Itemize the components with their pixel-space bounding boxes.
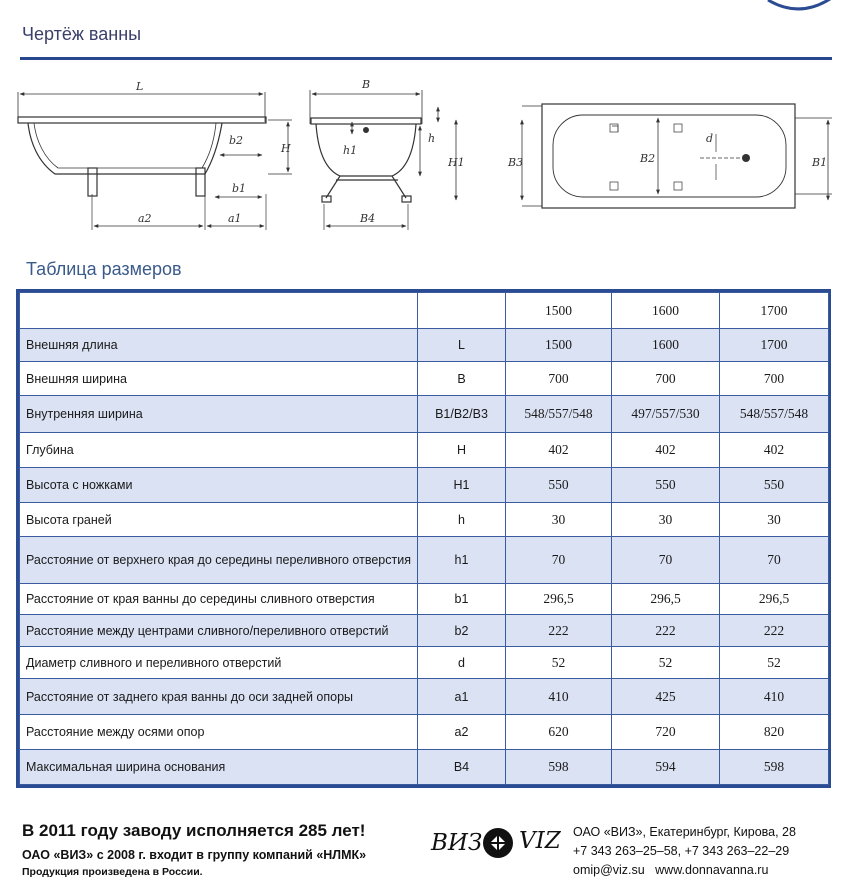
end-view (310, 90, 456, 230)
svg-text:B4: B4 (360, 212, 376, 225)
param-name: Расстояние между осями опор (26, 725, 205, 739)
param-name: Расстояние от заднего края ванны до оси задней опоры (26, 689, 354, 704)
param-name-cell (20, 433, 418, 468)
value-cell: 222 (612, 615, 720, 647)
svg-text:B1: B1 (812, 156, 828, 169)
value-cell: 550 (506, 468, 612, 503)
logo-arc (760, 0, 850, 18)
bathtub-drawings (0, 62, 854, 252)
param-symbol: B4 (418, 750, 506, 785)
param-name-cell (20, 715, 418, 750)
dimensions-table (16, 289, 831, 788)
table-row (20, 433, 829, 468)
param-name-cell (20, 615, 418, 647)
param-name-cell (20, 329, 418, 362)
value-cell: 410 (720, 679, 829, 715)
web-contacts: omip@viz.su www.donnavanna.ru (573, 863, 769, 877)
svg-text:d: d (706, 132, 714, 145)
value-cell: 1700 (720, 329, 829, 362)
param-symbol: b2 (418, 615, 506, 647)
made-in-russia: Продукция произведена в России. (22, 866, 203, 878)
value-cell: 720 (612, 715, 720, 750)
svg-text:b1: b1 (232, 182, 247, 195)
table-header-row (20, 293, 829, 329)
value-cell: 548/557/548 (720, 396, 829, 433)
value-cell: 700 (506, 362, 612, 396)
svg-text:L: L (136, 80, 144, 93)
param-name-cell (20, 468, 418, 503)
value-cell: 425 (612, 679, 720, 715)
param-name: Диаметр сливного и переливного отверстий (26, 655, 282, 670)
header-cell-empty (418, 293, 506, 329)
param-symbol: H1 (418, 468, 506, 503)
value-cell: 402 (506, 433, 612, 468)
param-name-cell (20, 647, 418, 679)
svg-text:H1: H1 (448, 156, 465, 169)
value-cell: 700 (720, 362, 829, 396)
value-cell: 497/557/530 (612, 396, 720, 433)
param-name: Глубина (26, 443, 74, 457)
param-symbol: L (418, 329, 506, 362)
param-symbol: h (418, 503, 506, 537)
param-name: Внутренняя ширина (26, 407, 143, 421)
svg-text:h1: h1 (343, 144, 358, 157)
param-name: Внешняя ширина (26, 371, 127, 386)
table-row (20, 715, 829, 750)
value-cell: 550 (720, 468, 829, 503)
address: ОАО «ВИЗ», Екатеринбург, Кирова, 28 (573, 825, 796, 839)
param-name: Расстояние между центрами сливного/переливного отверстий (26, 623, 389, 638)
svg-text:a2: a2 (138, 212, 152, 225)
value-cell: 52 (612, 647, 720, 679)
side-view (18, 92, 292, 230)
table-row (20, 503, 829, 537)
value-cell: 410 (506, 679, 612, 715)
param-name-cell (20, 750, 418, 785)
title-divider (20, 57, 832, 60)
group-info: ОАО «ВИЗ» с 2008 г. входит в группу компаний «НЛМК» (22, 848, 367, 862)
svg-text:B2: B2 (640, 152, 656, 165)
param-name-cell (20, 537, 418, 584)
value-cell: 70 (506, 537, 612, 584)
svg-text:B: B (362, 78, 371, 91)
param-symbol: H (418, 433, 506, 468)
param-symbol: a1 (418, 679, 506, 715)
page-title: Чертёж ванны (22, 24, 142, 44)
param-name: Высота с ножками (26, 478, 133, 492)
table-row (20, 584, 829, 615)
value-cell: 1500 (506, 329, 612, 362)
table-row (20, 679, 829, 715)
table-row (20, 468, 829, 503)
param-name: Расстояние от края ванны до середины сливного отверстия (26, 592, 375, 606)
value-cell: 70 (612, 537, 720, 584)
value-cell: 594 (612, 750, 720, 785)
param-symbol: B (418, 362, 506, 396)
brand-name-lat: VIZ (519, 828, 561, 854)
top-view (522, 104, 832, 208)
value-cell: 620 (506, 715, 612, 750)
value-cell: 402 (720, 433, 829, 468)
param-name: Высота граней (26, 512, 112, 527)
header-cell-size: 1700 (720, 293, 829, 329)
table-row (20, 362, 829, 396)
param-name-cell (20, 503, 418, 537)
value-cell: 52 (506, 647, 612, 679)
param-symbol: b1 (418, 584, 506, 615)
table-row (20, 329, 829, 362)
value-cell: 296,5 (720, 584, 829, 615)
svg-text:B3: B3 (508, 156, 524, 169)
contacts (573, 823, 796, 880)
brand-name-ru: ВИЗ (431, 830, 483, 856)
header-cell-size: 1600 (612, 293, 720, 329)
value-cell: 402 (612, 433, 720, 468)
svg-text:a1: a1 (228, 212, 242, 225)
value-cell: 52 (720, 647, 829, 679)
phones: +7 343 263–25–58, +7 343 263–22–29 (573, 844, 790, 858)
value-cell: 700 (612, 362, 720, 396)
value-cell: 30 (506, 503, 612, 537)
value-cell: 296,5 (612, 584, 720, 615)
value-cell: 820 (720, 715, 829, 750)
table-row (20, 396, 829, 433)
param-symbol: h1 (418, 537, 506, 584)
value-cell: 222 (506, 615, 612, 647)
value-cell: 296,5 (506, 584, 612, 615)
value-cell: 70 (720, 537, 829, 584)
value-cell: 1600 (612, 329, 720, 362)
param-name: Максимальная ширина основания (26, 760, 226, 774)
svg-text:h: h (428, 132, 436, 145)
param-name-cell (20, 396, 418, 433)
value-cell: 550 (612, 468, 720, 503)
table-row (20, 537, 829, 584)
viz-logo (431, 820, 561, 868)
table-row (20, 750, 829, 785)
value-cell: 30 (720, 503, 829, 537)
value-cell: 548/557/548 (506, 396, 612, 433)
anniversary-slogan: В 2011 году заводу исполняется 285 лет! (22, 821, 366, 840)
header-cell-size: 1500 (506, 293, 612, 329)
param-symbol: a2 (418, 715, 506, 750)
param-name-cell (20, 584, 418, 615)
table-row (20, 647, 829, 679)
footer (0, 800, 854, 892)
param-name-cell (20, 362, 418, 396)
table-title: Таблица размеров (26, 259, 182, 279)
svg-text:H: H (281, 142, 291, 155)
emblem-icon (481, 826, 515, 860)
table-row (20, 615, 829, 647)
param-name-cell (20, 679, 418, 715)
param-name: Внешняя длина (26, 338, 118, 352)
param-symbol: d (418, 647, 506, 679)
value-cell: 30 (612, 503, 720, 537)
header-cell-empty (20, 293, 418, 329)
value-cell: 598 (506, 750, 612, 785)
value-cell: 222 (720, 615, 829, 647)
value-cell: 598 (720, 750, 829, 785)
param-symbol: B1/B2/B3 (418, 396, 506, 433)
svg-text:b2: b2 (229, 134, 244, 147)
param-name: Расстояние от верхнего края до середины переливного отверстия (26, 553, 411, 567)
